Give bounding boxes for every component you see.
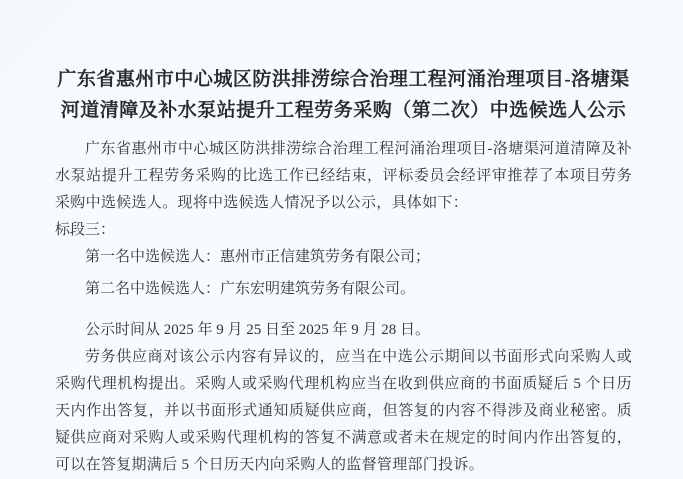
candidate-line-first (55, 244, 632, 271)
publicity-period-line: 公示时间从 2025 年 9 月 25 日至 2025 年 9 月 28 日。 (85, 322, 431, 338)
candidate-rank-label: 第二名中选候选人： (85, 281, 221, 297)
candidate-rank-label: 第一名中选候选人： (85, 249, 221, 265)
candidate-company-name: 广东宏明建筑劳务有限公司。 (220, 281, 416, 297)
objection-clause-paragraph: 劳务供应商对该公示内容有异议的，应当在中选公示期间以书面形式向采购人或采购代理机构提出。采购人或采购代理机构应当在收到供应商的书面质疑后 5 个日历天内作出答复，并以书面形式通知质疑供应商，但答复的内容不得涉及商业秘密。质疑供应商对采购人或采购代理机构的答复不满意或者未在规定的时间内作出答复的，可以在答复期满后 5 个日历天内向采购人的监督管理部门投诉。 (55, 349, 632, 473)
candidate-company-name: 惠州市正信建筑劳务有限公司； (220, 249, 431, 265)
candidate-line-second (55, 276, 632, 303)
section-label-bid-section-three: 标段三： (55, 222, 116, 238)
document-title: 广东省惠州市中心城区防洪排涝综合治理工程河涌治理项目-洛塘渠河道清障及补水泵站提升工程劳务采购（第二次）中选候选人公示 (57, 69, 630, 121)
intro-paragraph: 广东省惠州市中心城区防洪排涝综合治理工程河涌治理项目-洛塘渠河道清障及补水泵站提升工程劳务采购的比选工作已经结束，评标委员会经评审推荐了本项目劳务采购中选候选人。现将中选候选人情况予以公示，具体如下： (55, 141, 632, 211)
